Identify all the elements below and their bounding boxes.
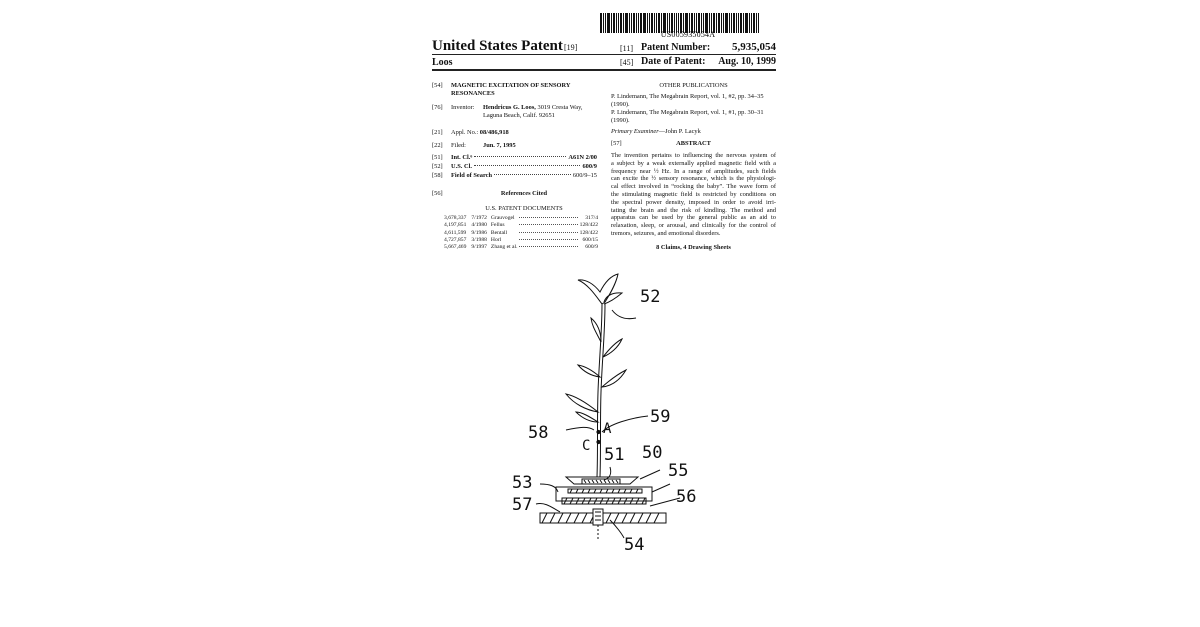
reference-name: Fellus [490,222,505,229]
office-code: [19] [564,43,578,52]
reference-number: 5,667,469 [444,244,467,251]
abstract-code: [57] [611,140,622,147]
publication-1 [611,93,776,109]
label-a: A [603,421,612,437]
reference-row [444,237,598,244]
filed-code: [22] [432,142,443,149]
reference-class: 600/15 [582,236,598,243]
inventor-address-2: Laguna Beach, Calif. 92651 [483,111,555,119]
reference-row [444,215,598,222]
invention-title [451,82,597,98]
reference-class: 128/422 [579,229,598,236]
intcl-code: [51] [432,154,443,161]
publication-1-line2: (1990). [611,100,630,108]
invention-title-line2: RESONANCES [451,89,495,97]
appl-label: Appl. No.: [451,129,479,136]
references-list [444,215,598,251]
appl-code: [21] [432,129,443,136]
date-code: [45] [620,58,634,67]
inventor-block [483,104,599,120]
reference-number: 4,197,851 [444,222,467,229]
reference-class: 317/4 [585,215,598,221]
appl-number: 08/486,918 [479,129,509,136]
search-code: [58] [432,172,443,179]
examiner-row [611,128,776,136]
reference-dots [517,230,579,237]
reference-number: 4,727,857 [444,236,467,243]
abstract-line: frequency near ½ Hz. In a range of amplitudes, such fields [611,167,776,175]
uscl-label: U.S. Cl. [451,163,472,170]
header-rule-1 [432,54,776,55]
reference-name: Zhang et al. [490,244,518,251]
ref-numeral-57: 57 [512,495,533,515]
patent-number: 5,935,054 [732,41,776,53]
publication-number: US005935054A [660,30,716,39]
uscl-row [451,163,597,170]
reference-name: Horl [490,236,502,243]
abstract-title: ABSTRACT [676,140,711,147]
base-assembly [540,477,666,540]
reference-dots [517,215,579,222]
reference-date: 7/1972 [471,215,487,221]
inventor-address-1: 3019 Cresta Way, [537,104,583,111]
filed-label: Filed: [451,142,466,149]
label-c: C [582,438,591,454]
abstract-line: cal effect involved in “rocking the baby”. The wave form of [611,183,776,191]
patent-drawing [500,262,710,552]
inventor-name: Hendricus G. Loos, [483,104,536,111]
inventor-code: [76] [432,104,443,111]
ref-numeral-56: 56 [676,487,697,507]
reference-row [444,244,598,251]
reference-class: 128/422 [579,222,598,229]
other-publications-title: OTHER PUBLICATIONS [659,82,728,89]
reference-class: 600/9 [585,244,598,251]
inventor-surname: Loos [432,57,453,68]
abstract-text [611,152,776,238]
reference-date: 3/1988 [471,236,487,243]
reference-name: Bentall [490,229,508,236]
intcl-value: A61N 2/00 [568,154,597,161]
search-label: Field of Search [451,172,493,179]
patent-date: Aug. 10, 1999 [718,56,776,67]
ref-numeral-59: 59 [650,407,671,427]
reference-date: 9/1997 [471,244,487,251]
reference-row [444,222,598,229]
search-row [451,172,597,179]
uscl-value: 600/9 [582,163,597,170]
filed-date: Jun. 7, 1995 [483,142,516,149]
abstract-line: a subject by a weak externally applied magnetic field with a [611,159,776,167]
appl-row [451,129,509,137]
patent-number-code: [11] [620,44,634,53]
reference-row [444,230,598,237]
publication-2-line2: (1990). [611,116,630,124]
abstract-line: apparatus can be used by the general public as an aid to [611,214,776,222]
ref-numeral-58: 58 [528,423,549,443]
publication-2 [611,109,776,125]
references-title: References Cited [500,190,548,197]
ref-numeral-54: 54 [624,535,645,552]
references-subtitle: U.S. PATENT DOCUMENTS [485,205,563,212]
reference-dots [517,244,579,251]
abstract-line: tremors, seizures, and emotional disorders. [611,229,721,237]
reference-dots [517,222,579,229]
date-label: Date of Patent: [641,56,706,67]
abstract-line: The invention pertains to influencing the nervous system of [611,152,776,159]
ref-numeral-52: 52 [640,287,661,307]
reference-number: 3,678,337 [444,215,467,221]
publication-1-line1: P. Lindemann, The Megabrain Report, vol. 1, #2, pp. 34–35 [611,93,764,100]
abstract-line: tating the brain and the risk of kindling. The method and [611,206,776,214]
reference-number: 4,611,599 [444,229,467,236]
inventor-label: Inventor: [451,104,475,111]
refs-code: [56] [432,190,443,197]
publication-2-line1: P. Lindemann, The Megabrain Report, vol. 1, #1, pp. 30–31 [611,109,764,116]
uscl-code: [52] [432,163,443,170]
title-code: [54] [432,82,443,89]
header-rule-2 [432,69,776,71]
search-value: 600/9–15 [572,172,597,179]
reference-name: Grauvogel [490,215,515,221]
intcl-row [451,154,597,161]
patent-number-label: Patent Number: [641,42,711,53]
examiner-label: Primary Examiner [611,128,659,135]
abstract-line: can excite the ½ sensory resonance, which is the physiologi- [611,175,776,183]
reference-date: 9/1986 [471,229,487,236]
ref-numeral-53: 53 [512,473,533,493]
ref-numeral-50: 50 [642,443,663,463]
claims-line: 8 Claims, 4 Drawing Sheets [656,244,731,251]
abstract-line: the spectral power density, imposed in order to avoid irri- [611,198,776,206]
ref-numeral-51: 51 [604,445,625,465]
ref-numeral-55: 55 [668,461,689,481]
abstract-line: the stimulating magnetic field is restricted by conditions on [611,190,776,198]
intcl-label: Int. Cl.⁶ [451,154,473,161]
abstract-line: relaxation, sleep, or arousal, and clinically for the control of [611,222,776,230]
invention-title-line1: MAGNETIC EXCITATION OF SENSORY [451,82,571,89]
office-title: United States Patent [432,38,563,54]
reference-date: 4/1980 [471,222,487,229]
reference-dots [517,237,579,244]
examiner-name: —John P. Lacyk [658,128,701,135]
